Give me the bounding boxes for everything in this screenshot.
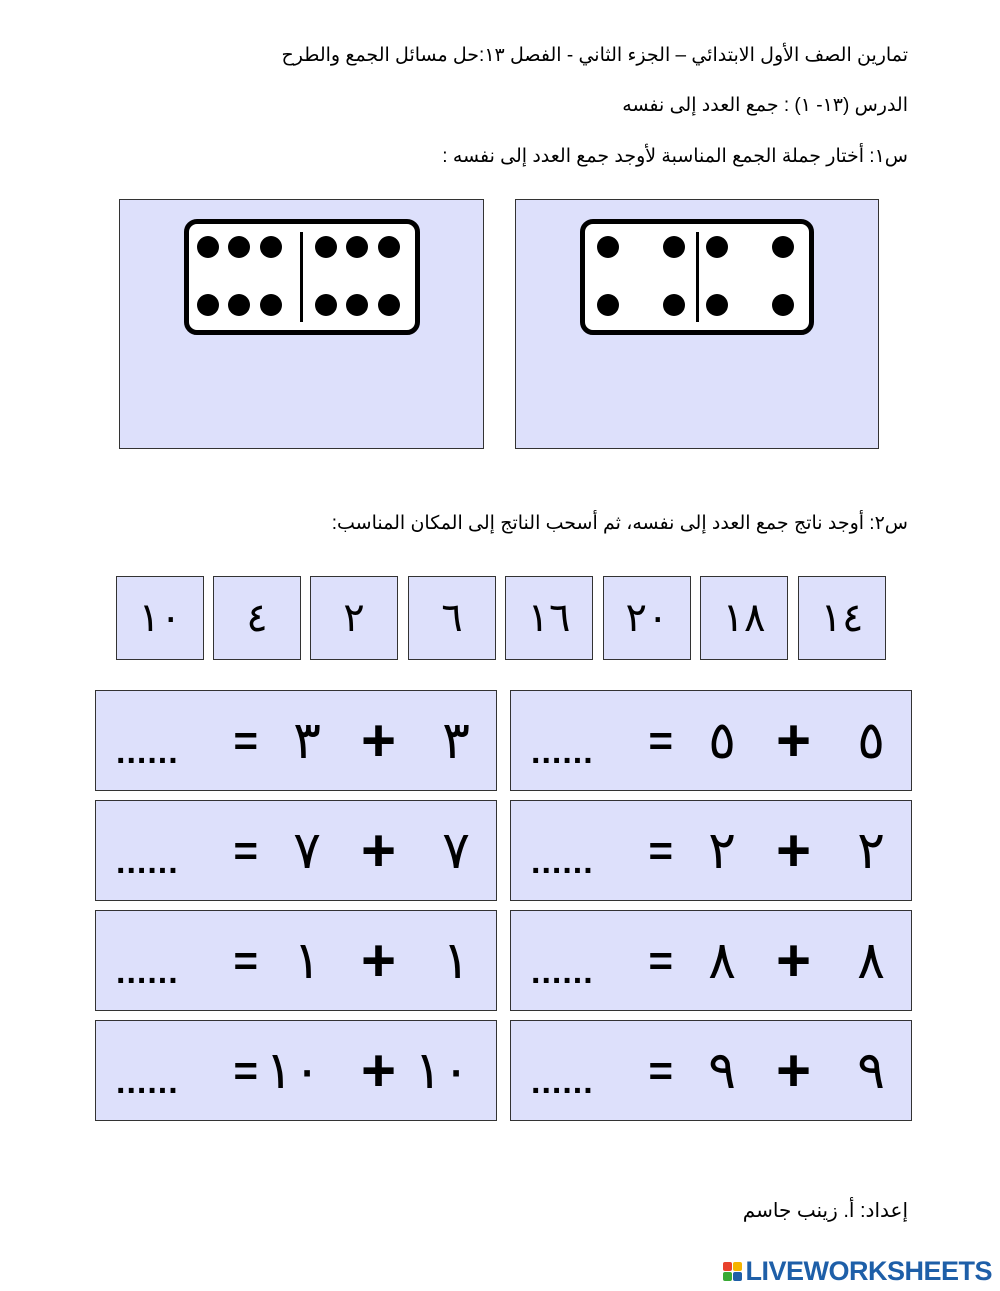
equation-operand: ٣	[293, 711, 321, 770]
equals-sign: =	[233, 1046, 258, 1094]
domino-pip	[346, 236, 368, 258]
worksheet-title: تمارين الصف الأول الابتدائي – الجزء الثاني - الفصل ١٣:حل مسائل الجمع والطرح	[281, 45, 908, 66]
liveworksheets-logo	[723, 1256, 992, 1287]
answer-tile[interactable]: ١٦	[505, 576, 593, 660]
domino-pip	[260, 294, 282, 316]
domino-pip	[378, 294, 400, 316]
equals-sign: =	[233, 936, 258, 984]
domino-icon	[580, 219, 814, 335]
answer-tile[interactable]: ٢	[310, 576, 398, 660]
answer-blank[interactable]: ......	[116, 1063, 179, 1102]
equation-operand: ٣	[442, 711, 470, 770]
plus-sign: +	[775, 1036, 811, 1104]
equals-sign: =	[648, 716, 673, 764]
equals-sign: =	[648, 1046, 673, 1094]
equals-sign: =	[233, 716, 258, 764]
domino-pip	[315, 294, 337, 316]
domino-pip	[228, 294, 250, 316]
domino-icon	[184, 219, 420, 335]
brand-mark-icon	[723, 1262, 742, 1281]
plus-sign: +	[360, 706, 396, 774]
question-2: س٢: أوجد ناتج جمع العدد إلى نفسه، ثم أسحب الناتج إلى المكان المناسب:	[331, 513, 908, 534]
domino-pip	[597, 294, 619, 316]
domino-pip	[228, 236, 250, 258]
answer-blank[interactable]: ......	[531, 1063, 594, 1102]
domino-pip	[706, 236, 728, 258]
equals-sign: =	[648, 936, 673, 984]
answer-blank[interactable]: ......	[531, 953, 594, 992]
domino-pip	[378, 236, 400, 258]
equation-operand: ١	[442, 931, 470, 990]
equation-operand: ٧	[442, 821, 470, 880]
domino-divider	[300, 232, 303, 322]
plus-sign: +	[360, 926, 396, 994]
answer-blank[interactable]: ......	[116, 953, 179, 992]
equation-operand: ٥	[708, 711, 736, 770]
domino-divider	[696, 232, 699, 322]
domino-option-2-2[interactable]	[515, 199, 879, 449]
domino-pip	[346, 294, 368, 316]
equation-operand: ٩	[857, 1041, 885, 1100]
answer-blank[interactable]: ......	[116, 733, 179, 772]
equation-drop-box[interactable]	[510, 1020, 912, 1121]
domino-pip	[706, 294, 728, 316]
answer-tile[interactable]: ٤	[213, 576, 301, 660]
domino-pip	[663, 294, 685, 316]
equation-drop-box[interactable]	[95, 1020, 497, 1121]
equation-operand: ٥	[857, 711, 885, 770]
domino-pip	[772, 236, 794, 258]
equation-drop-box[interactable]	[95, 800, 497, 901]
plus-sign: +	[360, 816, 396, 884]
equation-operand: ٨	[857, 931, 885, 990]
domino-pip	[597, 236, 619, 258]
plus-sign: +	[360, 1036, 396, 1104]
answer-tile[interactable]: ١٠	[116, 576, 204, 660]
brand-text: LIVEWORKSHEETS	[745, 1256, 992, 1286]
question-1: س١: أختار جملة الجمع المناسبة لأوجد جمع العدد إلى نفسه :	[442, 146, 908, 167]
domino-pip	[315, 236, 337, 258]
domino-pip	[260, 236, 282, 258]
equation-operand: ٢	[708, 821, 736, 880]
equals-sign: =	[233, 826, 258, 874]
domino-option-3-3[interactable]	[119, 199, 484, 449]
answer-tile[interactable]: ١٤	[798, 576, 886, 660]
equation-operand: ٩	[708, 1041, 736, 1100]
domino-pip	[663, 236, 685, 258]
plus-sign: +	[775, 816, 811, 884]
answer-tile[interactable]: ١٨	[700, 576, 788, 660]
equation-operand: ٧	[293, 821, 321, 880]
answer-tile[interactable]: ٢٠	[603, 576, 691, 660]
answer-blank[interactable]: ......	[531, 733, 594, 772]
equation-operand: ٢	[857, 821, 885, 880]
lesson-title: الدرس (١٣- ١) : جمع العدد إلى نفسه	[622, 95, 908, 116]
equation-operand: ١٠	[265, 1041, 321, 1100]
equation-drop-box[interactable]	[95, 690, 497, 791]
answer-blank[interactable]: ......	[116, 843, 179, 882]
author-credit: إعداد: أ. زينب جاسم	[742, 1200, 908, 1222]
equation-operand: ١٠	[414, 1041, 470, 1100]
plus-sign: +	[775, 706, 811, 774]
domino-pip	[772, 294, 794, 316]
domino-pip	[197, 294, 219, 316]
answer-blank[interactable]: ......	[531, 843, 594, 882]
equation-drop-box[interactable]	[95, 910, 497, 1011]
plus-sign: +	[775, 926, 811, 994]
answer-tile[interactable]: ٦	[408, 576, 496, 660]
domino-pip	[197, 236, 219, 258]
equation-drop-box[interactable]	[510, 800, 912, 901]
equation-operand: ٨	[708, 931, 736, 990]
equals-sign: =	[648, 826, 673, 874]
equation-drop-box[interactable]	[510, 690, 912, 791]
equation-drop-box[interactable]	[510, 910, 912, 1011]
equation-operand: ١	[293, 931, 321, 990]
